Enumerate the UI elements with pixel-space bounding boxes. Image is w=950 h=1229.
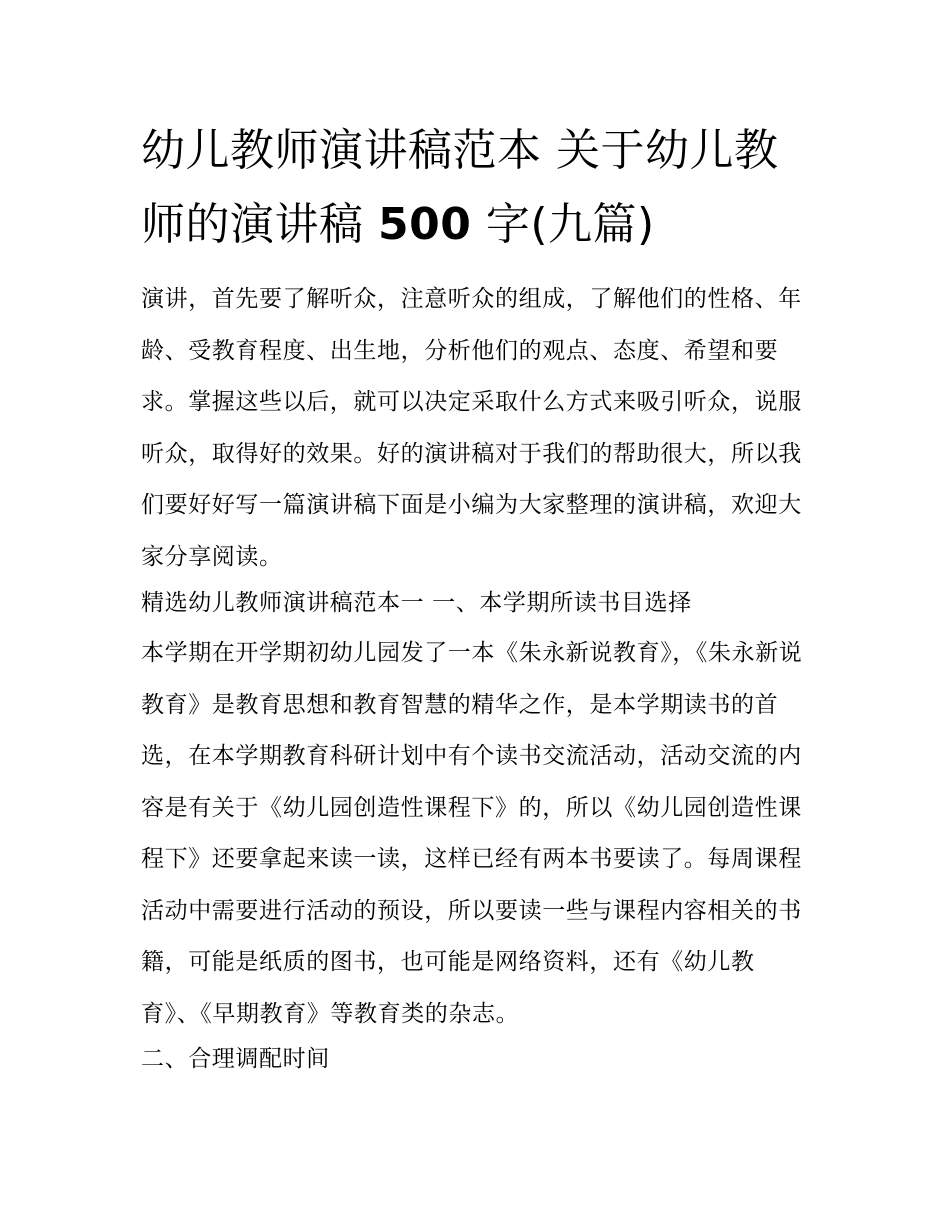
title-text-part1: 幼儿教师演讲稿范本 关于幼儿教师的演讲稿: [141, 125, 779, 250]
section-body-paragraph: 本学期在开学期初幼儿园发了一本《朱永新说教育》，《朱永新说教育》是教育思想和教育智慧的精华之作，是本学期读书的首选，在本学期教育科研计划中有个读书交流活动，活动交流的内容是有关于《幼儿园创造性课程下》的，所以《幼儿园创造性课程下》还要拿起来读一读，这样已经有两本书要读了。每周课程活动中需要进行活动的预设，所以要读一些与课程内容相关的书籍，可能是纸质的图书，也可能是网络资料，还有《幼儿教育》、《早期教育》等教育类的杂志。: [141, 640, 803, 1027]
document-title: [141, 114, 821, 262]
title-number: 500: [378, 199, 472, 250]
section-heading: 精选幼儿教师演讲稿范本一 一、本学期所读书目选择: [141, 590, 692, 616]
title-text-part2: 字(九篇): [471, 199, 655, 250]
intro-paragraph: 演讲，首先要了解听众，注意听众的组成，了解他们的性格、年龄、受教育程度、出生地，分析他们的观点、态度、希望和要求。掌握这些以后，就可以决定采取什么方式来吸引听众，说服听众，取得好的效果。好的演讲稿对于我们的帮助很大，所以我们要好好写一篇演讲稿下面是小编为大家整理的演讲稿，欢迎大家分享阅读。: [141, 286, 802, 570]
subheading: 二、合理调配时间: [141, 1046, 330, 1072]
